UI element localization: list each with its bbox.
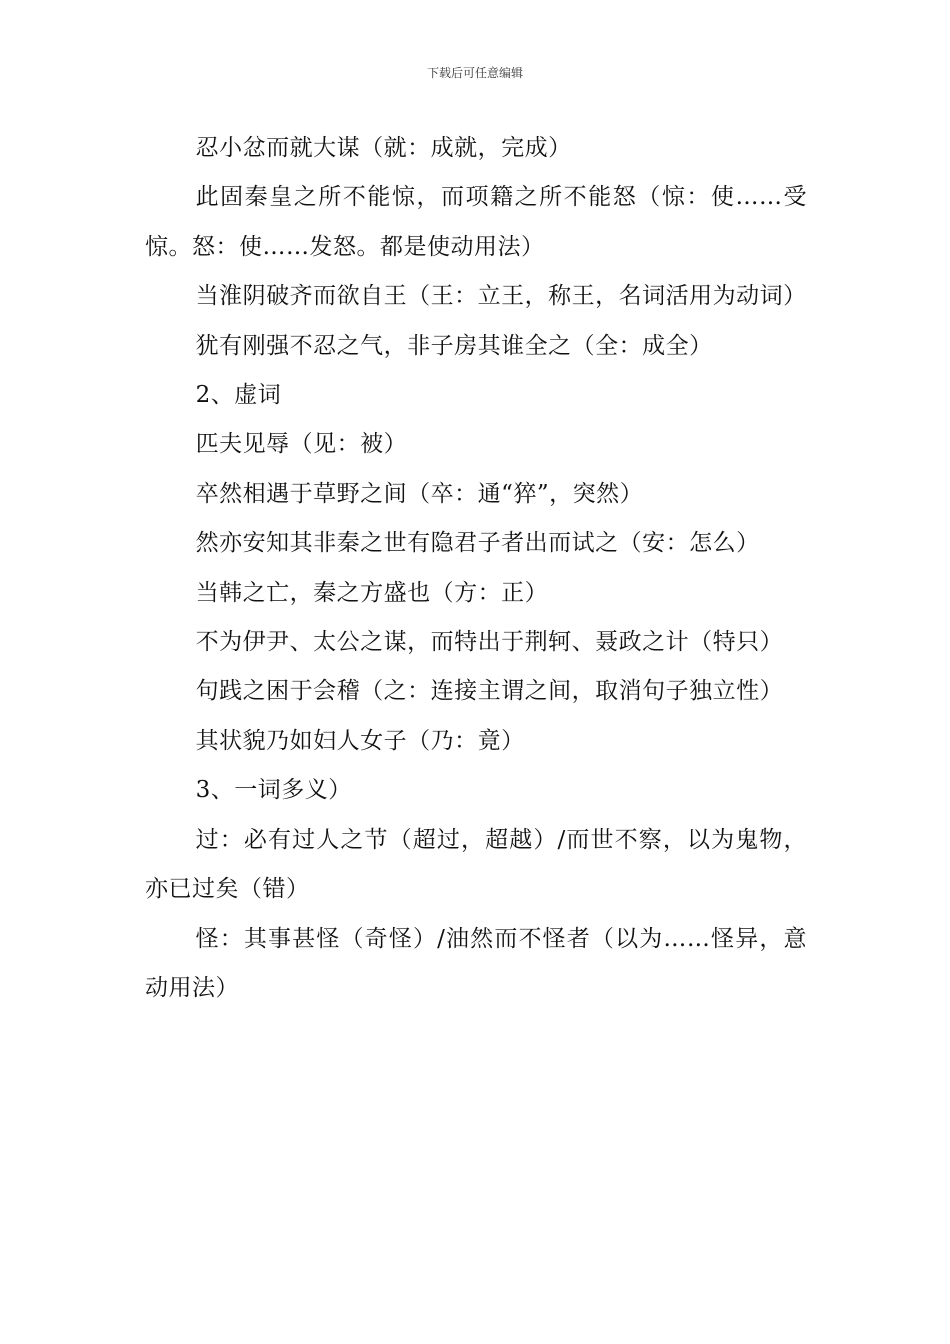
paragraph: 当韩之亡，秦之方盛也（方：正） xyxy=(195,579,549,606)
section-heading: 2、虚词 xyxy=(195,382,282,409)
paragraph: 然亦安知其非秦之世有隐君子者出而试之（安：怎么） xyxy=(195,530,760,557)
paragraph: 卒然相遇于草野之间（卒：通“猝”，突然） xyxy=(195,480,644,507)
section-heading: 3、一词多义） xyxy=(195,777,352,804)
paragraph: 当淮阴破齐而欲自王（王：立王，称王，名词活用为动词） xyxy=(195,283,807,310)
page-header: 下载后可任意编辑 xyxy=(426,66,523,80)
paragraph: 忍小忿而就大谋（就：成就，完成） xyxy=(195,135,572,161)
paragraph: 其状貌乃如妇人女子（乃：竟） xyxy=(195,727,525,754)
paragraph: 犹有刚强不忍之气，非子房其谁全之（全：成全） xyxy=(195,332,713,359)
paragraph: 句践之困于会稽（之：连接主谓之间，取消句子独立性） xyxy=(195,678,784,705)
paragraph: 怪：其事甚怪（奇怪）/油然而不怪者（以为……怪异，意动用法） xyxy=(145,925,807,1001)
paragraph: 过：必有过人之节（超过，超越）/而世不察，以为鬼物，亦已过矣（错） xyxy=(145,826,807,903)
paragraph: 不为伊尹、太公之谋，而特出于荆轲、聂政之计（特只） xyxy=(195,629,784,656)
paragraph: 匹夫见辱（见：被） xyxy=(195,431,408,458)
document-body xyxy=(145,124,807,1013)
paragraph: 此固秦皇之所不能惊，而项籍之所不能怒（惊：使……受惊。怒：使……发怒。都是使动用法） xyxy=(145,184,807,260)
